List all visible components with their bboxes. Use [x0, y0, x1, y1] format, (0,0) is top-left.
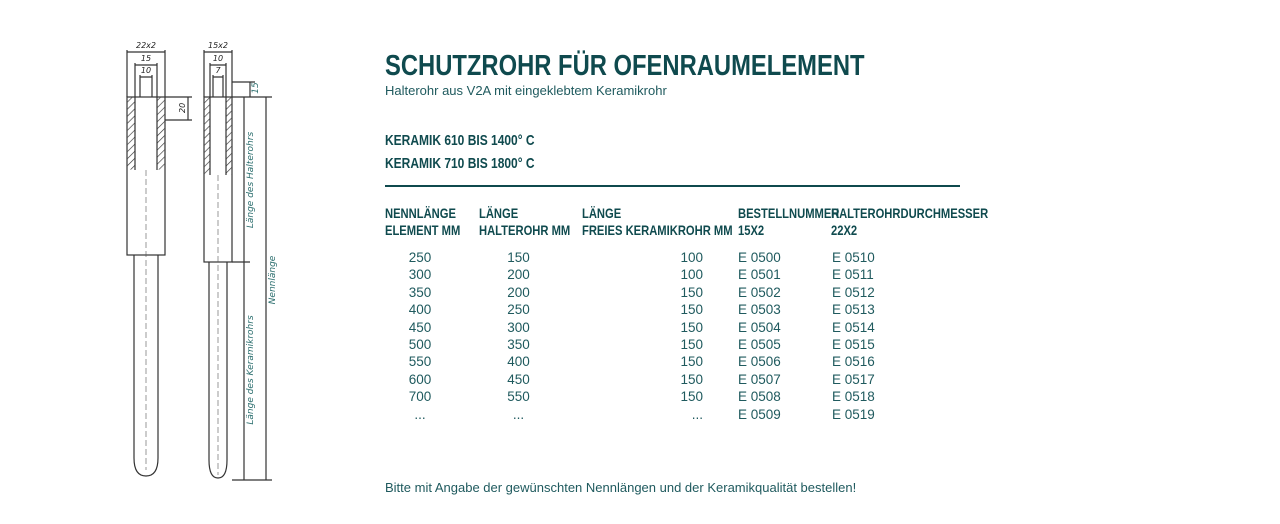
dim-15x2-label: 15x2	[207, 41, 229, 50]
table-cell: E 0515	[832, 336, 875, 352]
table-cell: 550	[507, 389, 530, 405]
table-cell: 200	[507, 284, 530, 300]
table-cell: E 0512	[832, 284, 875, 300]
table-row	[385, 337, 985, 354]
table-cell: 150	[680, 302, 703, 318]
label-halterohr: Länge des Halterohrs	[246, 131, 256, 229]
table-cell: 700	[408, 389, 432, 405]
table-row	[385, 389, 985, 406]
table-cell: 450	[507, 371, 530, 387]
technical-drawing	[100, 30, 300, 500]
dim-15-right-label: 15	[251, 82, 261, 94]
table-cell: 100	[680, 267, 703, 283]
table-cell: E 0503	[738, 302, 781, 318]
table-row	[385, 372, 985, 389]
table-cell: E 0518	[832, 389, 875, 405]
table-row	[385, 250, 985, 267]
page-title: SCHUTZROHR FÜR OFENRAUMELEMENT	[385, 50, 865, 82]
header-line2: 22X2	[831, 222, 858, 238]
header-line2: 15X2	[738, 222, 765, 238]
table-row	[385, 302, 985, 319]
table-cell: 300	[507, 319, 530, 335]
header-line1: LÄNGE	[479, 205, 519, 221]
table-body	[385, 250, 985, 424]
table-row	[385, 285, 985, 302]
label-nennlaenge: Nennlänge	[268, 255, 278, 305]
table-cell: 150	[680, 336, 703, 352]
header-line1: NENNLÄNGE	[385, 205, 456, 221]
table-cell: E 0514	[832, 319, 875, 335]
table-cell: 250	[507, 302, 530, 318]
table-cell: E 0508	[738, 389, 781, 405]
header-bestellnummer	[738, 205, 839, 239]
table-cell: 250	[408, 250, 432, 265]
header-nennlaenge	[385, 205, 460, 239]
table-cell: E 0507	[738, 371, 781, 387]
table-cell: E 0506	[738, 354, 781, 370]
table-cell: 500	[408, 336, 432, 352]
table-cell: 150	[680, 354, 703, 370]
header-line2: HALTEROHR MM	[479, 222, 571, 238]
table-cell: 600	[408, 371, 432, 387]
table-cell: 100	[680, 250, 703, 265]
header-line1: BESTELLNUMMER	[738, 205, 840, 221]
label-keramikrohr: Länge des Keramikrohrs	[246, 315, 256, 425]
header-keramikrohr	[582, 205, 733, 239]
dim-10-right-label: 10	[212, 54, 224, 63]
keramik-line-710: KERAMIK 710 BIS 1800° C	[385, 155, 535, 172]
table-cell: 350	[408, 284, 432, 300]
table-cell: E 0501	[738, 267, 781, 283]
table-cell: ...	[512, 406, 525, 422]
dim-22x2-label: 22x2	[135, 41, 157, 50]
header-halterohr	[479, 205, 570, 239]
header-line2: ELEMENT MM	[385, 222, 461, 238]
table-cell: 150	[680, 284, 703, 300]
table-cell: E 0502	[738, 284, 781, 300]
table-cell: E 0504	[738, 319, 781, 335]
table-row	[385, 354, 985, 371]
table-cell: ...	[691, 406, 703, 422]
dim-20-label: 20	[178, 102, 187, 113]
header-line2: FREIES KERAMIKROHR MM	[582, 222, 733, 238]
table-cell: 150	[680, 389, 703, 405]
table-cell: E 0519	[832, 406, 875, 422]
table-cell: E 0500	[738, 250, 781, 265]
table-cell: 150	[507, 250, 530, 265]
divider	[385, 185, 960, 187]
table-cell: 200	[507, 267, 530, 283]
table-cell: 300	[408, 267, 432, 283]
table-cell: E 0511	[832, 267, 874, 283]
table-cell: 550	[408, 354, 432, 370]
table-cell: 350	[507, 336, 530, 352]
table-cell: E 0510	[832, 250, 875, 265]
dim-15-left-label: 15	[140, 54, 152, 63]
header-halterohrdurchmesser	[831, 205, 988, 239]
table-cell: E 0509	[738, 406, 781, 422]
dim-10-left-label: 10	[140, 66, 152, 75]
table-cell: E 0517	[832, 371, 875, 387]
order-note: Bitte mit Angabe der gewünschten Nennlängen und der Keramikqualität bestellen!	[385, 480, 857, 495]
header-line1: LÄNGE	[582, 205, 622, 221]
table-cell: ...	[414, 406, 426, 422]
table-cell: 150	[680, 371, 703, 387]
table-cell: 150	[680, 319, 703, 335]
dim-7-label: 7	[215, 66, 221, 75]
table-cell: 400	[408, 302, 432, 318]
table-row	[385, 407, 985, 424]
table-cell: E 0505	[738, 336, 781, 352]
keramik-line-610: KERAMIK 610 BIS 1400° C	[385, 132, 535, 149]
table-cell: E 0516	[832, 354, 875, 370]
table-row	[385, 320, 985, 337]
page-subtitle: Halterohr aus V2A mit eingeklebtem Keramikrohr	[385, 83, 667, 98]
table-row	[385, 267, 985, 284]
table-cell: 450	[408, 319, 432, 335]
table-cell: 400	[507, 354, 530, 370]
header-line1: HALTEROHRDURCHMESSER	[831, 205, 989, 221]
table-cell: E 0513	[832, 302, 875, 318]
